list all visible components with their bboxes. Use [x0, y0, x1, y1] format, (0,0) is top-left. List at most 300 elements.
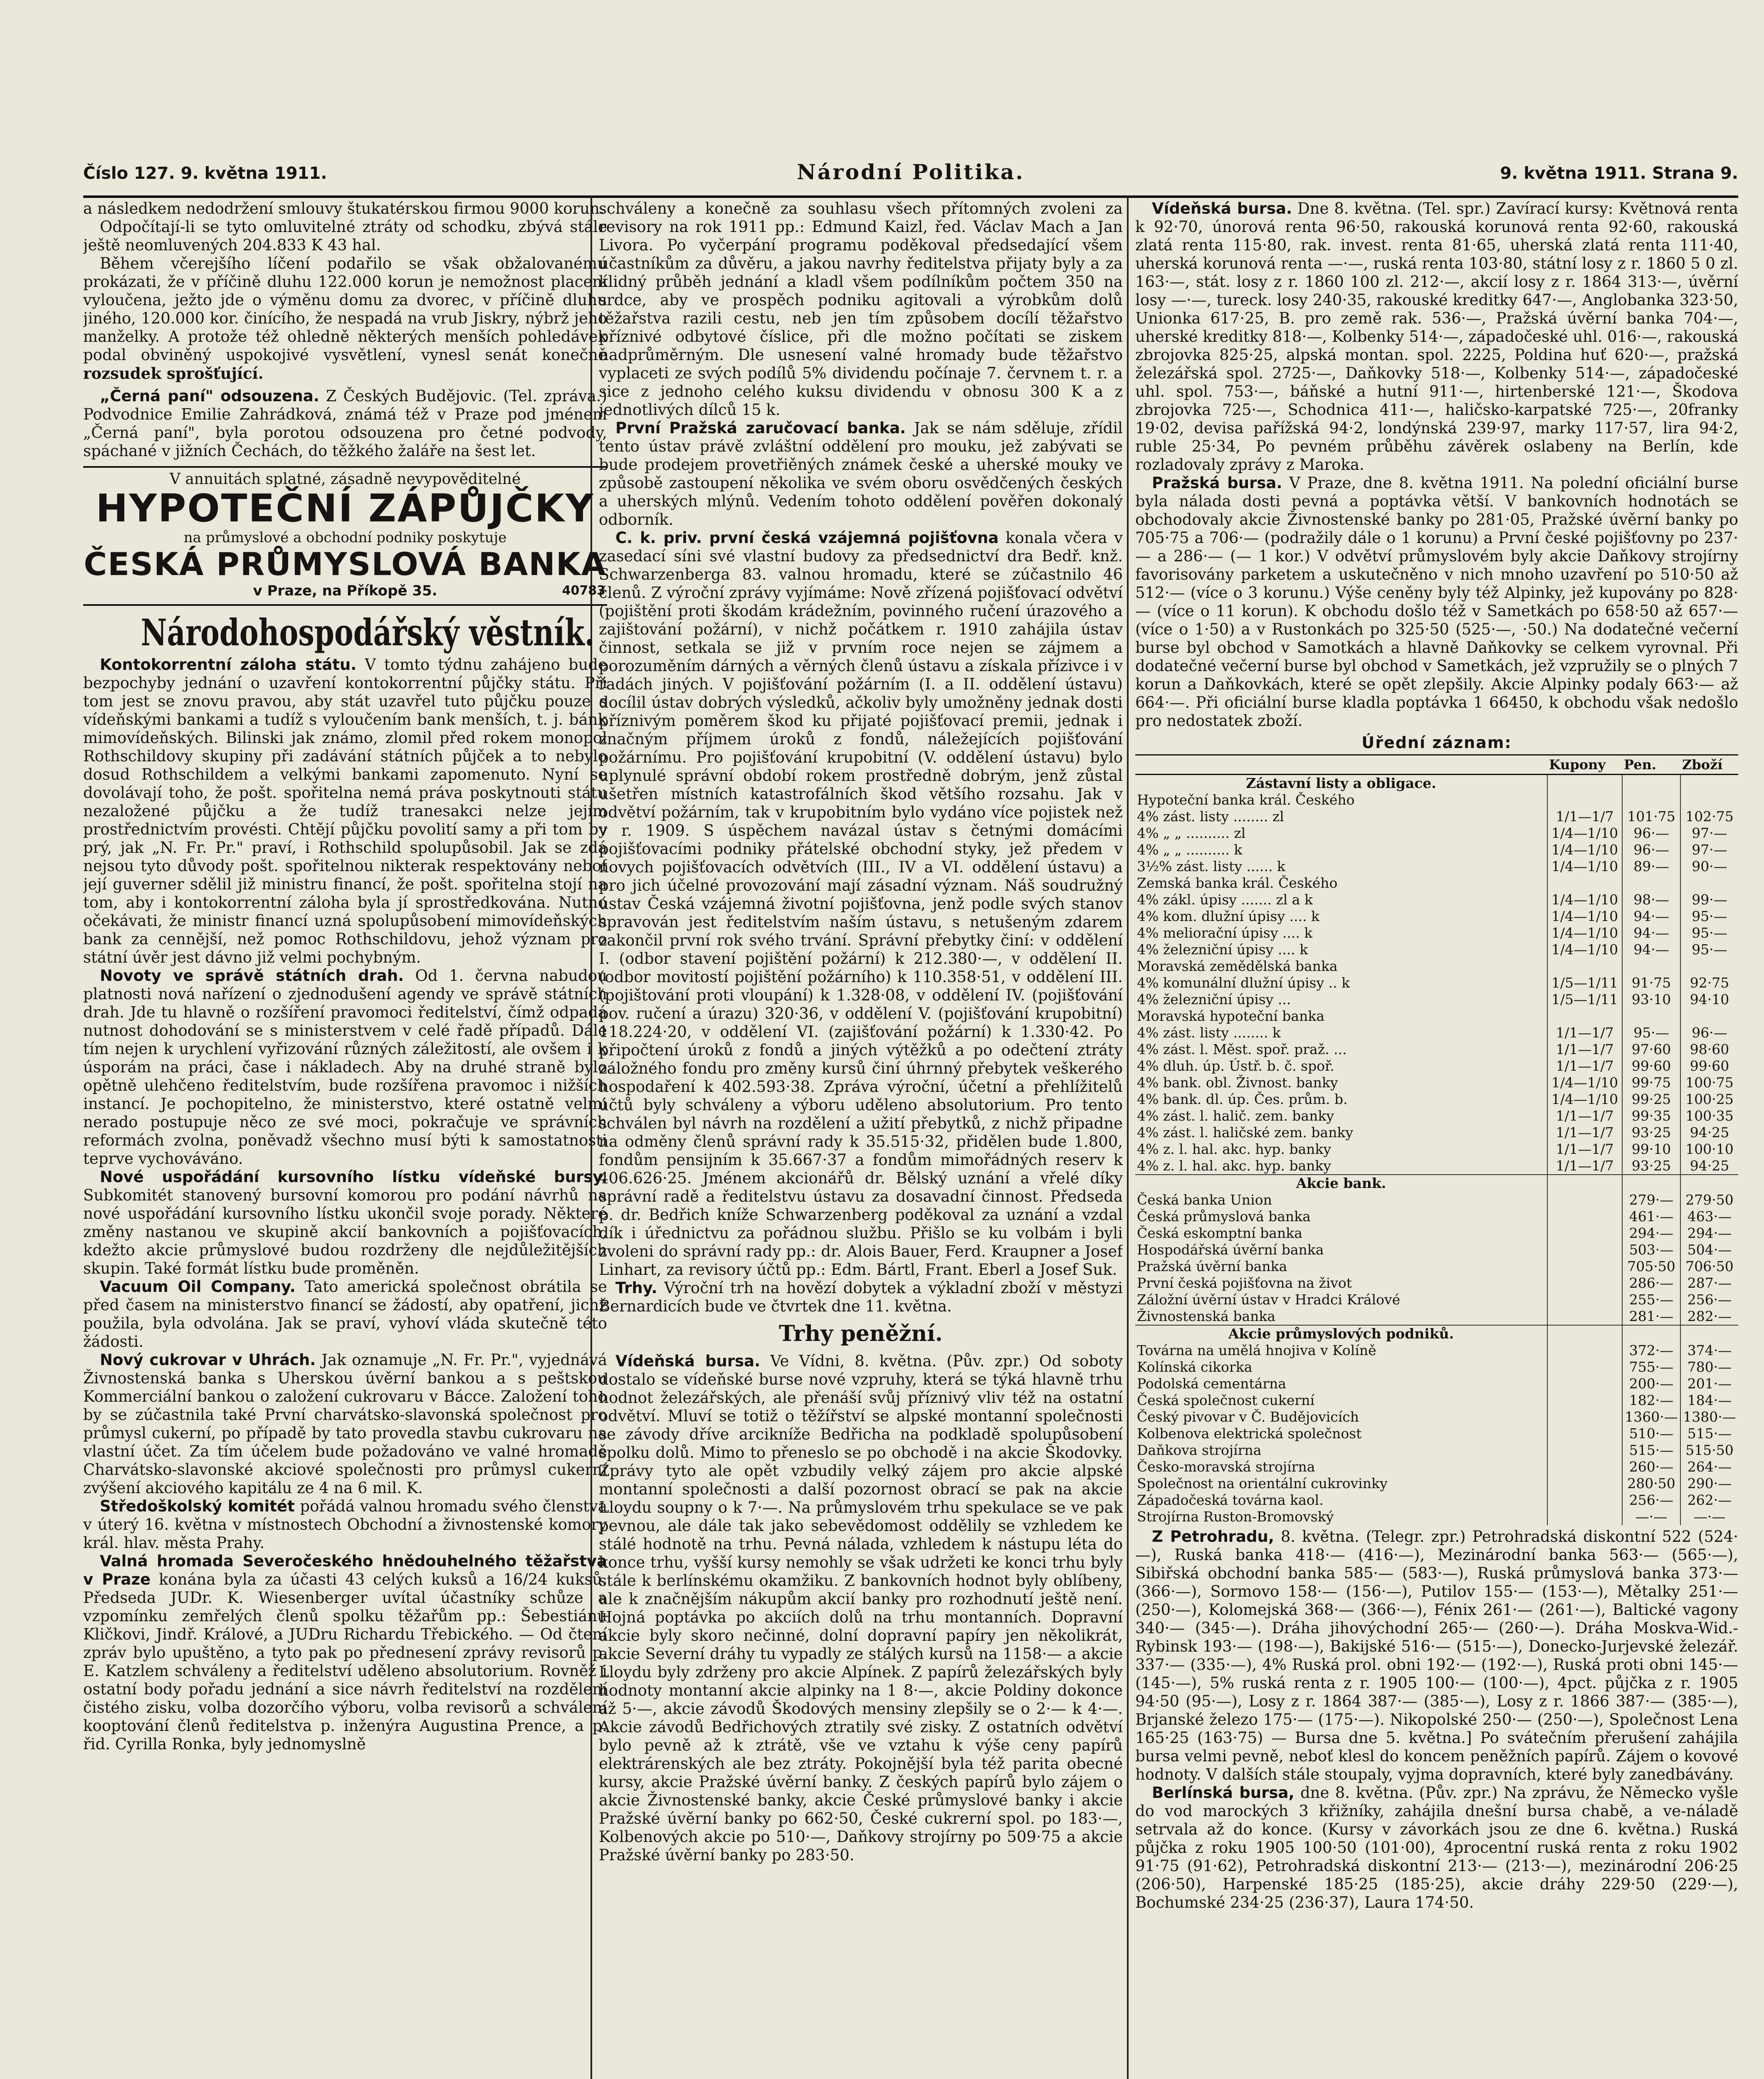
row-goods: 94·10 [1680, 991, 1738, 1008]
row-money: 99·60 [1622, 1058, 1680, 1074]
row-name: Strojírna Ruston-Bromovský [1137, 1509, 1334, 1525]
article-title: První Pražská zaručovací banka. [615, 419, 906, 437]
row-money [1622, 775, 1680, 792]
header-issue: Číslo 127. 9. května 1911. [83, 164, 327, 183]
ad-bank-name: ČESKÁ PRŮMYSLOVÁ BANKA [84, 546, 607, 583]
ad-headline: HYPOTEČNÍ ZÁPŮJČKY [96, 486, 595, 531]
row-name: 4% zást. l. Měst. spoř. praž. ... [1137, 1041, 1347, 1057]
article-berlinska-bursa [1135, 1784, 1738, 1912]
row-coupon: 1/4—1/10 [1547, 908, 1622, 925]
table-row [1135, 991, 1738, 1008]
article-text: Dne 8. května. (Tel. spr.) Zavírací kursy: Květnová renta k 92·70, únorová renta 96·50, rakouská korunová renta 92·60, rakouská zlatá renta 115·80, rak. invest. renta 81·65, uherská zlatá renta 111·40, uherská korunová renta —·—, ruská renta 103·80, státní losy z r. 1860 5 0 zl. 163·—, stát. losy z r. 1860 100 zl. 212·—, akcií losy z r. 1864 313·—, úvěrní losy —·—, tureck. losy 240·35, rakouské kreditky 647·—, Anglobanka 323·50, Unionka 617·25, B. pro země rak. 536·—, Pražská úvěrní banka 704·—, uherské kreditky 818·—, Kolbenky 514·—, západočeské uhl. 016·—, rakouská zbrojovka 825·25, alpská montan. spol. 2225, Poldina huť 620·—, pražská železářská spol. 2725·—, Daňkovky 518·—, Kolbenky 514·—, západočeské uhl. spol. 753·—, báňské a hutní 911·—, hirtenberské 121·—, Škodova zbrojovka 725·—, Schodnica 411·—, haličsko-karpatské 725·—, 20franky 19·02, devisa pařížská 94·2, londýnská 239·97, marky 117·57, lira 94·2, ruble 25·34, Po pevném průběhu závěrek oslabeny na Berlín, kde rozladovaly zprávy z Maroka. [1135, 200, 1738, 474]
row-name: Kolínská cikorka [1137, 1359, 1253, 1375]
row-goods: 706·50 [1680, 1258, 1738, 1275]
article-valna-hromada [83, 1552, 607, 1753]
row-money: 93·25 [1622, 1124, 1680, 1141]
row-coupon [1547, 1509, 1622, 1525]
table-row [1135, 1392, 1738, 1409]
row-coupon: 1/4—1/10 [1547, 941, 1622, 958]
article-text: Odpočítají-li se tyto omluvitelné ztráty od schodku, zbývá stále ještě neomluvených 204.833 K 43 hal. [83, 218, 607, 254]
article-title: Středoškolský komitét [100, 1497, 295, 1515]
table-row [1135, 1459, 1738, 1475]
article-text: schváleny a konečně za souhlasu všech přítomných zvoleni za revisory na rok 1911 pp.: Edmund Kaizl, řed. Václav Mach a Jan Livora. Po vyčerpání programu poděkoval předsedající všem účastníkům za důvěru, a jakou navrhy ředitelstva přijaty byly a za klidný průběh jednání a kladl všem podílníkům počtem 350 na srdce, aby ve prospěch podniku agitovali a výrobkům dolů těžařstva razili cestu, neb jen tím způsobem docílí těžařstvo příznivé odbytové číslice, při dle možno počítati se ziskem nadprůměrným. Dle usnesení valné hromady bude těžařstvo vyplaceti ze svých podílů 5% dividendu počínaje 7. červnem t. r. a sice z jednoho celého kuksu dividendu v obnosu 300 K a z jednotlivých dílců 15 k. [599, 200, 1123, 419]
row-goods: 374·— [1680, 1342, 1738, 1359]
column-2 [599, 200, 1123, 2079]
row-coupon [1547, 1442, 1622, 1459]
article-title: Trhy. [615, 1279, 657, 1297]
row-name: Hospodářská úvěrní banka [1137, 1242, 1324, 1258]
row-coupon [1547, 1475, 1622, 1492]
row-goods [1680, 958, 1738, 975]
row-goods: 515·— [1680, 1425, 1738, 1442]
row-coupon: 1/1—1/7 [1547, 1108, 1622, 1124]
row-coupon [1547, 1008, 1622, 1025]
row-money [1622, 1325, 1680, 1342]
table-row [1135, 775, 1738, 792]
ad-subline: na průmyslové a obchodní podniky poskytuje [183, 529, 507, 546]
table-row [1135, 1141, 1738, 1158]
ad-tagline: V annuitách splatné, zásadně nevypověditelné [169, 471, 521, 488]
verdict-text: rozsudek sprošťující. [83, 364, 264, 383]
row-goods: 95·— [1680, 941, 1738, 958]
row-goods: 94·25 [1680, 1124, 1738, 1141]
article-text: V Praze, dne 8. května 1911. Na polední oficiální burse byla nálada dosti pevná a poptávka větší. V bankovních hodnotách se obchodovaly akcie Živnostenské banky po 281·05, Pražské úvěrní banky po 705·75 a 706·— (podražily dále o 1 korunu) a První české pojišťovny po 237·— a 286·— (— 1 kor.) V odvětví průmyslovém byly akcie Daňkovy strojírny favorisovány parketem a uskutečněno v nich mnoho uzavření po 510·50 až 512·— (více o 3 korunu.) Výše ceněny byly též Alpinky, jež kupovány po 828·— (více o 11 korun). K obchodu došlo též v Sametkách po 658·50 až 657·— (více o 1·50) a v Rustonkách po 325·50 (525·—, ·50.) Na dodatečné večerní burse byl obchod v Samotkách a hlavně Daňkovky se celkem vyrovnal. Při dodatečné večerní burse byl obchod v Sametkách, jež vzpružily se o plných 7 korun a Daňkovkách, které se opět zlepšily. Akcie Alpinky podaly 663·— až 664·—. Při oficiální burse kladla poptávka 1 66450, k obchodu však nedošlo pro nedostatek zboží. [1135, 474, 1738, 730]
row-money: 99·75 [1622, 1074, 1680, 1091]
table-row [1135, 1091, 1738, 1108]
table-row [1135, 1258, 1738, 1275]
page-header [83, 160, 1738, 193]
row-name: 4% meliorační úpisy .... k [1137, 925, 1313, 941]
row-coupon: 1/1—1/7 [1547, 1158, 1622, 1175]
row-money: 98·— [1622, 891, 1680, 908]
article-text: 8. května. (Telegr. zpr.) Petrohradská diskontní 522 (524·—), Ruská banka 418·— (416·—), Mezinárodní banka 563·— (565·—), Sibiřská obchodní banka 585·— (583·—), Ruská průmyslová banka 373·— (366·—), Sormovo 158·— (156·—), Putilov 155·— (153·—), Mětalky 251·— (250·—), Kolomejská 368·— (366·—), Fénix 261·— (261·—), Baltické vagony 340·— (345·—). Dráha jihovýchodní 265·— (260·—). Dráha Moskva-Wid.-Rybinsk 193·— (198·—), Bakijské 516·— (515·—), Donecko-Jurjevské železář. 337·— (335·—), 4% Ruská prol. obni 192·— (192·—), Ruská proti obni 145·— (145·—), 5% ruská renta z r. 1905 100·— (100·—), 4pct. půjčka z r. 1905 94·50 (95·—), Losy z r. 1864 387·— (385·—), Losy z r. 1866 387·— (385·—), Brjanské železo 175·— (175·—). Nikopolské 250·— (250·—), Společnost Lena 165·25 (163·75) — Bursa dne 5. května.] Po svátečním přerušení zahájila bursa velmi pevně, neboť klesl do koncem peněžních papírů. Zájem o kovové hodnoty. V dalších stále stoupaly, vyjma dopravních, které byly zanedbávány. [1135, 1528, 1738, 1783]
row-coupon [1547, 1242, 1622, 1258]
article-text: Ve Vídni, 8. května. (Pův. zpr.) Od soboty dostalo se vídeňské burse nové vzpruhy, která se týká hlavně trhu hodnot železářských, ale přenáší svůj příznivý vliv též na ostatní odvětví. Mluví se totiž o těžířství se alpské montanní společnosti se závody dříve arcikníže Bedřicha na podkladě spolupůsobení spolku dolů. Mimo to přeneslo se po obchodě i na akcie Škodovky. Zprávy tyto ale opět vzbudily velký zájem pro akcie alpské montanní společnosti a další pozornost obrací se pak na akcie Lloydu soupny o k 7·—. Na průmyslovém trhu spekulace se ve pak pevnou, ale dále tak jako sebevědomost oddělily se vzhledem ke stálé hodnotě na trhu. Pevná nálada, vzhledem k nástupu léta do konce trhu, vyšší kursy nemohly se však udržeti ke konci trhu byly stále k berlínskému okamžiku. Z bankovních hodnot byly oblíbeny, ale k značnějším nákupům akcií banky pro rozhodnutí ještě není. Hojná poptávka po akciích dolů na trhu montanních. Dopravní akcie byly skoro nečinné, dolní dopravní papíry jen několikrát, akcie Severní dráhy tu vypadly ze stálých kursů na 1158·— a akcie Lloydu byly zdrženy pro akcie Alpínek. Z papírů železářských byly hodnoty montanní akcie alpinky na 1 8·—, akcie Poldiny dokonce až 5·—, akcie závodů Škodových mensiny zlepšily se o 2·— k 4·—. Akcie závodů Bedřichových ztratily své zisky. Z ostatních odvětví bylo pevně až k ztrátě, vše ve vztahu k výše ceny papírů elektrárenských ale bez ztráty. Pokojnější byla též parita obecné kursy, akcie Pražské úvěrní banky. Z českých papírů bylo zájem o akcie Živnostenské banky, akcie České průmyslové banky i akcie Pražské úvěrní banky po 662·50, České cukrerní spol. po 183·—, Kolbenových akcie po 510·—, Daňkovy strojírny po 509·75 a akcie Pražské úvěrní banky po 283·50. [599, 1352, 1123, 1864]
row-coupon [1547, 775, 1622, 792]
table-row [1135, 891, 1738, 908]
row-name: 4% bank. dl. úp. Čes. prům. b. [1137, 1091, 1348, 1107]
article-title: Nové uspořádání kursovního lístku vídeňské bursy. [100, 1168, 607, 1186]
section-title: Národohospodářský věstník. [141, 611, 595, 654]
row-goods: 97·— [1680, 842, 1738, 858]
column-1 [83, 200, 607, 2079]
row-money [1622, 792, 1680, 808]
row-coupon: 1/1—1/7 [1547, 1141, 1622, 1158]
row-money: 1360·— [1622, 1409, 1680, 1425]
table-row [1135, 1208, 1738, 1225]
row-money: 89·— [1622, 858, 1680, 875]
row-goods: 515·50 [1680, 1442, 1738, 1459]
row-name: Hypoteční banka král. Českého [1137, 792, 1355, 808]
row-coupon: 1/4—1/10 [1547, 891, 1622, 908]
row-goods: 90·— [1680, 858, 1738, 875]
col-header: Kupony [1547, 755, 1622, 775]
table-row [1135, 1192, 1738, 1208]
row-money: 99·10 [1622, 1141, 1680, 1158]
article-stredoskolsky-komitet [83, 1497, 607, 1552]
row-name: Západočeská továrna kaol. [1137, 1492, 1324, 1508]
article-text: V tomto týdnu zahájeno bude bezpochyby jednání o uzavření kontokorrentní půjčky státu. Při tom jest se znovu pravou, aby stát uzavřel tuto půjčku pouze s vídeňskými bankami a tudíž s vyloučením bank menších, t. j. bánk mimovídeňských. Bilinski jak známo, zlomil před rokem monopol Rothschildovy skupiny při zadávání státních půjček a to nebylo dosud Rothschildem a velkými bankami zapomenuto. Nyní se dovolávají toho, že pošt. spořitelna nemá práva poskytnouti státu nezaložené půjčku a že tudíž tranesakci nelze jejím prostřednictvím provésti. Chtějí půjčku povolití samy a při tom by prý, jak „N. Fr. Pr." praví, i Rothschild spolupůsobil. Jak se zdá nejsou tyto důvody pošt. spořitelnou nikterak respektovány nebof její guverner sdělil již ministru financí, že pošt. spořitelna stojí na tom, aby i kontokorrentní záloha byla jí sprostředkována. Nutno očekávati, že ministr financí uzná spolupůsobení mimovídeňských bank za cennější, než pomoc Rothschildovu, jehož význam pro státní úvěr jest dávno již velmi pochybným. [83, 656, 607, 966]
table-row [1135, 825, 1738, 842]
row-name: 4% zást. l. haličské zem. banky [1137, 1124, 1353, 1141]
row-money: 94·— [1622, 941, 1680, 958]
header-rule [83, 195, 1738, 198]
article-prvni-prazska [599, 419, 1123, 529]
table-row [1135, 1175, 1738, 1192]
row-money: 97·60 [1622, 1041, 1680, 1058]
table-row [1135, 941, 1738, 958]
row-coupon: 1/4—1/10 [1547, 825, 1622, 842]
row-goods: 92·75 [1680, 975, 1738, 991]
ad-address-line [83, 582, 607, 600]
article-title: Kontokorrentní záloha státu. [100, 656, 357, 674]
row-name: Akcie průmyslových podniků. [1135, 1325, 1547, 1342]
row-name: 4% zást. listy ........ k [1137, 1025, 1281, 1041]
table-row [1135, 1375, 1738, 1392]
article-vacuum-oil [83, 1278, 607, 1351]
row-name: Zemská banka král. Českého [1137, 875, 1338, 891]
article-prazska-bursa [1135, 474, 1738, 730]
row-money: 94·— [1622, 925, 1680, 941]
table-row [1135, 842, 1738, 858]
row-coupon: 1/4—1/10 [1547, 925, 1622, 941]
row-coupon: 1/4—1/10 [1547, 842, 1622, 858]
article-text: Tato americká společnost obrátila se před časem na ministerstvo financí se žádostí, aby opatření, jichž použila, byla odvolána. Jak se praví, vyhoví vláda skutečně této žádosti. [83, 1278, 607, 1351]
article-text: Jak oznamuje „N. Fr. Pr.", vyjednává Živnostenská banka s Uherskou úvěrní bankou a s peštskou Kommerciální bankou o založení cukrovaru v Bácce. Založení toho by se zúčastnila také První charvátsko-slavonská společnost pro průmysl cukerní, po případě by tato provedla stavbu cukrovaru na vlastní účet. Za tím účelem bude požadováno ve valné hromadě Charvátsko-slavonské akciové společnosti pro průmysl cukerní zvýšení akciového kapitálu ze 4 na 6 mil. K. [83, 1351, 607, 1497]
row-name: Česká společnost cukerní [1137, 1392, 1315, 1408]
article-text: a následkem nedodržení smlouvy štukatérskou firmou 9000 korun. [83, 200, 605, 217]
row-goods: 287·— [1680, 1275, 1738, 1291]
row-money: 256·— [1622, 1492, 1680, 1509]
row-goods: 294·— [1680, 1225, 1738, 1242]
row-money: 94·— [1622, 908, 1680, 925]
article-videnska-bursa-2 [1135, 200, 1738, 474]
row-coupon: 1/4—1/10 [1547, 1074, 1622, 1091]
row-goods: 99·60 [1680, 1058, 1738, 1074]
article-text: konala včera v zasedací síni své vlastní budovy za předsednictví dra Bedř. knž. Schwarzenberga 83. valnou hromadu, které se zúčastnilo 46 členů. Z výroční zprávy vyjímáme: Nově zřízená pojišťovací odvětví (pojištění proti škodám krádežním, povinného ručení úrazového a zajištování požární), v nichž počátkem r. 1910 zahájila ústav činnost, setkala se již v prvním roce nejen se zájmem a porozuměním dárných a věrných členů ústavu a získala přízivce i v řadách jiných. V pojišťování požárním (I. a II. oddělení ústavu) docílil ústav dobrých výsledků, ačkoliv byly umožněny jednak dosti příznivým poměrem škod ku přijaté pojišťovací premii, jednak i značným příjmem úroků z fondů, náležejících pojišťování požárnímu. Pro pojišťování krupobitní (V. oddělení ústavu) bylo uplynulé správní období rokem prostředně dobrým, jenž zůstal ušetřen místních katastrofálních škod většího rozsahu. Jak v odvětví požárním, tak v krupobitním bylo vydáno více pojistek než v r. 1909. S úspěchem navázal ústav s četnými domácími pojišťovacími podniky přátelské obchodní styky, jež předem v novych pojišťovacích odvětvích (III., IV a VI. oddělení ústavu) a pro jich účelné provozování mají zásadní význam. Náš soudružný ústav Česká vzájemná životní pojišťovna, jenž podle svých stanov spravován jest ředitelstvím naším ústavu, s netušeným zdarem zakončil první rok svého trvání. Správní přebytky činí: v oddělení I. (odbor stavení pojištění požární) k 212.380·—, v oddělení II. (odbor movitostí pojištění požárního) k 110.358·51, v oddělení III. (pojištování proti vloupání) k 1.328·08, v oddělení IV. (pojišťování pov. ručení a úrazu) 320·36, v oddělení V. (pojišťování krupobitní) 118.224·20, v oddělení VI. (zajišťování požární) k 1.330·42. Po připočtení úroků z fondů a jiných výtěžků a po odečtení ztráty záložného fondu pro změny kursů činí úhrnný přebytek veškerého hospodaření k 402.593·38. Zpráva výroční, účetní a přehlížitelů účtů byly schváleny a výboru uděleno absolutorium. Pro tento schválen byl návrh na rozdělení a užití přebytků, z nichž připadne na odměny členů správní rady k 35.515·32, přidělen bude 1.800, fondům pensijním k 35.667·37 a fondům mimořádných reserv k 406.626·25. Jménem akcionářů dr. Bělský uznání a vřelé díky správní radě a ředitelstvu ústavu za dosavadní činnost. Předseda p. dr. Bedřich kníže Schwarzenberg poděkoval za uznání a vzdal dík i úřednictvu za pořádnou službu. Přišlo se ku volbám i byli zvoleni do správní rady pp.: dr. Alois Bauer, Ferd. Kraupner a Josef Linhart, za revisory účtů pp.: Edm. Bártl, Frant. Eberl a Josef Suk. [599, 529, 1123, 1279]
row-name: Společnost na orientální cukrovinky [1137, 1475, 1388, 1491]
table-row [1135, 1425, 1738, 1442]
article-title: C. k. priv. první česká vzájemná pojišťovna [615, 529, 999, 547]
table-row [1135, 1342, 1738, 1359]
row-goods: 97·— [1680, 825, 1738, 842]
row-coupon [1547, 1425, 1622, 1442]
table-row [1135, 808, 1738, 825]
row-coupon [1547, 792, 1622, 808]
row-goods [1680, 1325, 1738, 1342]
article-title: Novoty ve správě státních drah. [100, 967, 404, 985]
row-coupon [1547, 1225, 1622, 1242]
row-goods: 780·— [1680, 1359, 1738, 1375]
row-name: 4% komunální dlužní úpisy .. k [1137, 975, 1350, 991]
row-name: 3½% zást. listy ...... k [1137, 858, 1285, 874]
column-rule-2 [1127, 195, 1129, 2079]
row-money: 705·50 [1622, 1258, 1680, 1275]
row-name: Živnostenská banka [1137, 1308, 1276, 1324]
row-money: 93·10 [1622, 991, 1680, 1008]
row-goods: 279·50 [1680, 1192, 1738, 1208]
row-goods: 95·— [1680, 925, 1738, 941]
row-name: Moravská zemědělská banka [1137, 958, 1338, 974]
row-money: 96·— [1622, 825, 1680, 842]
table-row [1135, 908, 1738, 925]
article-text: Z Českých Budějovic. (Tel. zpráva.) Podvodnice Emilie Zahrádková, známá též v Praze pod jménem „Černá paní", byla porotou odsouzena pro četné podvody, spáchané v jižních Čechách, do těžkého žaláře na šest let. [83, 387, 607, 460]
row-name: 4% „ „ .......... k [1137, 842, 1243, 858]
row-goods: 282·— [1680, 1308, 1738, 1325]
article-title: Valná hromada Severočeského hnědouhelného těžařstva v Praze [83, 1552, 607, 1588]
article-text: Subkomitét stanovený bursovní komorou pro podání návrhů na nové uspořádání kursovního lístku ukončil svoje porady. Některé změny nastanou ve skupině akcií bankovních a pojišťovacích, kdežto akcie průmyslové budou rozdrženy dle nejdůležitějších skupin. Také formát lístku bude proměněn. [83, 1186, 607, 1277]
table-row [1135, 1225, 1738, 1242]
article-text: Jak se nám sděluje, zřídil tento ústav právě zvláštní oddělení pro mouku, jež zabývati se bude prodejem provetřiěných známek české a uherské mouky ve způsobě zastoupení několika ve svém oboru osvědčených českých a uherských mlýnů. Vedením tohoto oddělení pověřen dokonalý odborník. [599, 419, 1123, 528]
table-row [1135, 1475, 1738, 1492]
row-name: Akcie bank. [1135, 1175, 1547, 1192]
table-row [1135, 875, 1738, 891]
row-coupon [1547, 1492, 1622, 1509]
row-goods: 184·— [1680, 1392, 1738, 1409]
row-name: Zástavní listy a obligace. [1135, 775, 1547, 792]
article-cukrovar [83, 1351, 607, 1497]
article-text: konána byla za účasti 43 celých kuksů a 16/24 kuksů. Předseda JUDr. K. Wiesenberger uvítal účastníky schůze a vzpomínku zemřelých členů spolku těžařům pp.: Šebestiánu Kličkovi, Jindř. Králové, a JUDru Richardu Třebického. — Od čtení zpráv bylo upuštěno, a tyto pak po přednesení zprávy revisorů p. E. Katzlem schváleny a ředitelství uděleno absolutorium. Rovněž i ostatní body pořadu jednání a sice návrh ředitelství na rozdělení čistého zisku, volba dozorčího výboru, volba revisorů a schválení kooptování členů ředitelstva p. inženýra Augustina Prence, a p. řid. Cyrilla Ronka, byly jednomyslně [83, 1570, 607, 1753]
row-coupon [1547, 875, 1622, 891]
article-title: Vídeňská bursa. [615, 1352, 761, 1370]
row-money: 99·35 [1622, 1108, 1680, 1124]
article-cerna-pani [83, 387, 607, 460]
row-goods: —·— [1680, 1509, 1738, 1525]
row-money: 95·— [1622, 1025, 1680, 1041]
section-heading-trhy-penezni: Trhy peněžní. [779, 1321, 943, 1346]
row-goods: 262·— [1680, 1492, 1738, 1509]
row-goods: 1380·— [1680, 1409, 1738, 1425]
row-coupon: 1/1—1/7 [1547, 808, 1622, 825]
article-title: Vídeňská bursa. [1152, 200, 1292, 217]
row-money: 280·50 [1622, 1475, 1680, 1492]
row-money: 279·— [1622, 1192, 1680, 1208]
row-coupon [1547, 1325, 1622, 1342]
row-money [1622, 875, 1680, 891]
article-kontokorrent [83, 656, 607, 967]
article-text: Od 1. června nabudou platnosti nová nařízení o zjednodušení agendy ve správě státních drah. Jde tu hlavně o rozšíření pravomoci ředitelství, čímž odpadá nutnost dohodování se s ministerstvem v celé řadě případů. Dále tím nejen k urychlení vyřizování různých záležitostí, ale ovšem i k úsporám na práci, čase i nákladech. Aby na druhé straně bylo opětně ulehčeno ředitelstvím, bude rozšířena pravomoc i nižších instancí. Je pochopitelno, že ministerstvo, které ostatně velmi nerado postupuje něco ze své moci, pokračuje ve správních reformách zvolna, poněvadž všechno musí býti k samostatnosti teprve vychováváno. [83, 967, 607, 1168]
row-coupon: 1/5—1/11 [1547, 991, 1622, 1008]
row-goods: 463·— [1680, 1208, 1738, 1225]
row-coupon [1547, 1459, 1622, 1475]
row-money: 294·— [1622, 1225, 1680, 1242]
row-goods [1680, 1175, 1738, 1192]
article-text-part: Během včerejšího líčení podařilo se však obžalovanému prokázati, že v příčině dluhu 122.000 korun je nemožnost placení vyloučena, ježto jde o výměnu domu za dvorec, v příčině dluhu jiného, 120.000 kor. činícího, že nespadá na vrub Jiskry, nýbrž jeho manželky. A protože též ohledně některých menších pohledávek podal obviněný uspokojivé vysvětlení, vynesl senát konečně [83, 254, 607, 364]
table-row [1135, 1074, 1738, 1091]
article-title: „Černá paní" odsouzena. [100, 387, 319, 405]
row-name: Český pivovar v Č. Budějovicích [1137, 1409, 1359, 1425]
row-name: Česká průmyslová banka [1137, 1208, 1311, 1225]
article-title: Berlínská bursa, [1152, 1784, 1295, 1802]
header-masthead: Národní Politika. [797, 160, 1025, 184]
article-text: Výroční trh na hovězí dobytek a výkladní zboží v městyzi Bernardicích bude ve čtvrtek dne 11. května. [599, 1279, 1123, 1315]
row-coupon [1547, 958, 1622, 975]
row-name: 4% „ „ .......... zl [1137, 825, 1246, 841]
table-row [1135, 1008, 1738, 1025]
table-row [1135, 1308, 1738, 1325]
article-videnska-bursa [599, 1352, 1123, 1864]
row-name: Česko-moravská strojírna [1137, 1459, 1315, 1475]
table-row [1135, 1359, 1738, 1375]
row-coupon: 1/1—1/7 [1547, 1058, 1622, 1074]
row-goods: 99·— [1680, 891, 1738, 908]
table-row [1135, 958, 1738, 975]
row-name: První česká pojišťovna na život [1137, 1275, 1352, 1291]
row-name: 4% z. l. hal. akc. hyp. banky [1137, 1141, 1332, 1157]
table-row [1135, 1291, 1738, 1308]
table-row [1135, 792, 1738, 808]
article-kursovni-listek [83, 1168, 607, 1278]
table-row [1135, 925, 1738, 941]
row-coupon [1547, 1275, 1622, 1291]
row-name: 4% železniční úpisy .... k [1137, 941, 1308, 958]
row-coupon [1547, 1192, 1622, 1208]
col-header: Pen. [1622, 755, 1680, 775]
table-row [1135, 1325, 1738, 1342]
row-name: Továrna na umělá hnojiva v Kolíně [1137, 1342, 1376, 1358]
article-title: Vacuum Oil Company. [100, 1278, 296, 1296]
table-row [1135, 1025, 1738, 1041]
table-row [1135, 1442, 1738, 1459]
row-name: Záložní úvěrní ústav v Hradci Králové [1137, 1291, 1401, 1308]
row-name: 4% dluh. úp. Ústř. b. č. spoř. [1137, 1058, 1334, 1074]
row-money: 755·— [1622, 1359, 1680, 1375]
row-name: 4% kom. dlužní úpisy .... k [1137, 908, 1320, 924]
row-name: Podolská cementárna [1137, 1375, 1287, 1392]
row-goods: 100·35 [1680, 1108, 1738, 1124]
row-coupon: 1/1—1/7 [1547, 1124, 1622, 1141]
row-name: Daňkova strojírna [1137, 1442, 1262, 1458]
row-money: 281·— [1622, 1308, 1680, 1325]
row-money: 101·75 [1622, 808, 1680, 825]
row-goods: 96·— [1680, 1025, 1738, 1041]
row-money: 503·— [1622, 1242, 1680, 1258]
row-goods: 100·10 [1680, 1141, 1738, 1158]
row-name: 4% zást. l. halič. zem. banky [1137, 1108, 1334, 1124]
row-money: 182·— [1622, 1392, 1680, 1409]
article-text [83, 254, 607, 383]
col-header: Zboží [1680, 755, 1738, 775]
column-3 [1135, 200, 1738, 2079]
row-coupon [1547, 1392, 1622, 1409]
row-name: Česká eskomptní banka [1137, 1225, 1302, 1241]
row-coupon [1547, 1375, 1622, 1392]
row-name: Pražská úvěrní banka [1137, 1258, 1287, 1274]
col-header [1135, 755, 1547, 775]
ad-number: 40783 [562, 583, 605, 598]
table-heading: Úřední záznam: [1361, 733, 1512, 752]
article-text: pořádá valnou hromadu svého členstva v úterý 16. května v místnostech Obchodní a živnostenské komory král. hlav. města Prahy. [83, 1497, 607, 1552]
table-header-row [1135, 755, 1738, 775]
row-money: 99·25 [1622, 1091, 1680, 1108]
row-name: Moravská hypoteční banka [1137, 1008, 1325, 1024]
row-goods: 94·25 [1680, 1158, 1738, 1175]
row-money [1622, 1008, 1680, 1025]
row-name: Česká banka Union [1137, 1192, 1272, 1208]
row-name: 4% zákl. úpisy ....... zl a k [1137, 891, 1313, 908]
row-goods: 100·25 [1680, 1091, 1738, 1108]
row-money: 255·— [1622, 1291, 1680, 1308]
article-title: Nový cukrovar v Uhrách. [100, 1351, 316, 1369]
row-coupon: 1/1—1/7 [1547, 1041, 1622, 1058]
price-table [1135, 754, 1738, 1525]
row-money: —·— [1622, 1509, 1680, 1525]
table-row [1135, 1124, 1738, 1141]
table-row [1135, 858, 1738, 875]
row-money: 286·— [1622, 1275, 1680, 1291]
row-money: 510·— [1622, 1425, 1680, 1442]
table-row [1135, 1492, 1738, 1509]
row-coupon [1547, 1258, 1622, 1275]
row-money: 93·25 [1622, 1158, 1680, 1175]
row-coupon: 1/1—1/7 [1547, 1025, 1622, 1041]
article-pojistovna [599, 529, 1123, 1279]
row-coupon: 1/5—1/11 [1547, 975, 1622, 991]
row-money: 260·— [1622, 1459, 1680, 1475]
row-coupon [1547, 1342, 1622, 1359]
row-goods [1680, 1008, 1738, 1025]
row-name: 4% z. l. hal. akc. hyp. banky [1137, 1158, 1332, 1174]
table-row [1135, 975, 1738, 991]
row-coupon [1547, 1208, 1622, 1225]
row-name: 4% zást. listy ........ zl [1137, 808, 1284, 825]
row-coupon [1547, 1308, 1622, 1325]
row-money [1622, 1175, 1680, 1192]
row-money: 372·— [1622, 1342, 1680, 1359]
header-page-number: 9. května 1911. Strana 9. [1500, 164, 1738, 183]
table-row [1135, 1158, 1738, 1175]
table-row [1135, 1509, 1738, 1525]
row-name: Kolbenova elektrická společnost [1137, 1425, 1362, 1442]
article-title: Z Petrohradu, [1152, 1528, 1274, 1546]
advertisement-hypotecni-zapujcky [83, 466, 607, 606]
row-coupon [1547, 1175, 1622, 1192]
row-goods [1680, 875, 1738, 891]
row-money: 200·— [1622, 1375, 1680, 1392]
ad-address: v Praze, na Příkopě 35. [253, 583, 437, 599]
row-goods: 102·75 [1680, 808, 1738, 825]
row-goods: 504·— [1680, 1242, 1738, 1258]
article-trhy [599, 1279, 1123, 1316]
row-name: 4% bank. obl. Živnost. banky [1137, 1074, 1338, 1091]
table-row [1135, 1242, 1738, 1258]
row-coupon [1547, 1409, 1622, 1425]
row-goods: 95·— [1680, 908, 1738, 925]
article-petrohrad [1135, 1528, 1738, 1784]
table-row [1135, 1041, 1738, 1058]
table-row [1135, 1058, 1738, 1074]
row-money: 91·75 [1622, 975, 1680, 991]
row-coupon: 1/4—1/10 [1547, 1091, 1622, 1108]
row-money: 96·— [1622, 842, 1680, 858]
table-row [1135, 1275, 1738, 1291]
row-money: 461·— [1622, 1208, 1680, 1225]
row-money [1622, 958, 1680, 975]
row-coupon [1547, 1359, 1622, 1375]
row-coupon [1547, 1291, 1622, 1308]
article-title: Pražská bursa. [1152, 474, 1282, 492]
row-goods: 201·— [1680, 1375, 1738, 1392]
row-goods: 256·— [1680, 1291, 1738, 1308]
row-goods: 100·75 [1680, 1074, 1738, 1091]
row-goods [1680, 792, 1738, 808]
row-goods: 98·60 [1680, 1041, 1738, 1058]
row-name: 4% železniční úpisy ... [1137, 991, 1291, 1007]
table-row [1135, 1108, 1738, 1124]
row-coupon: 1/4—1/10 [1547, 858, 1622, 875]
article-novoty [83, 967, 607, 1168]
row-goods [1680, 775, 1738, 792]
